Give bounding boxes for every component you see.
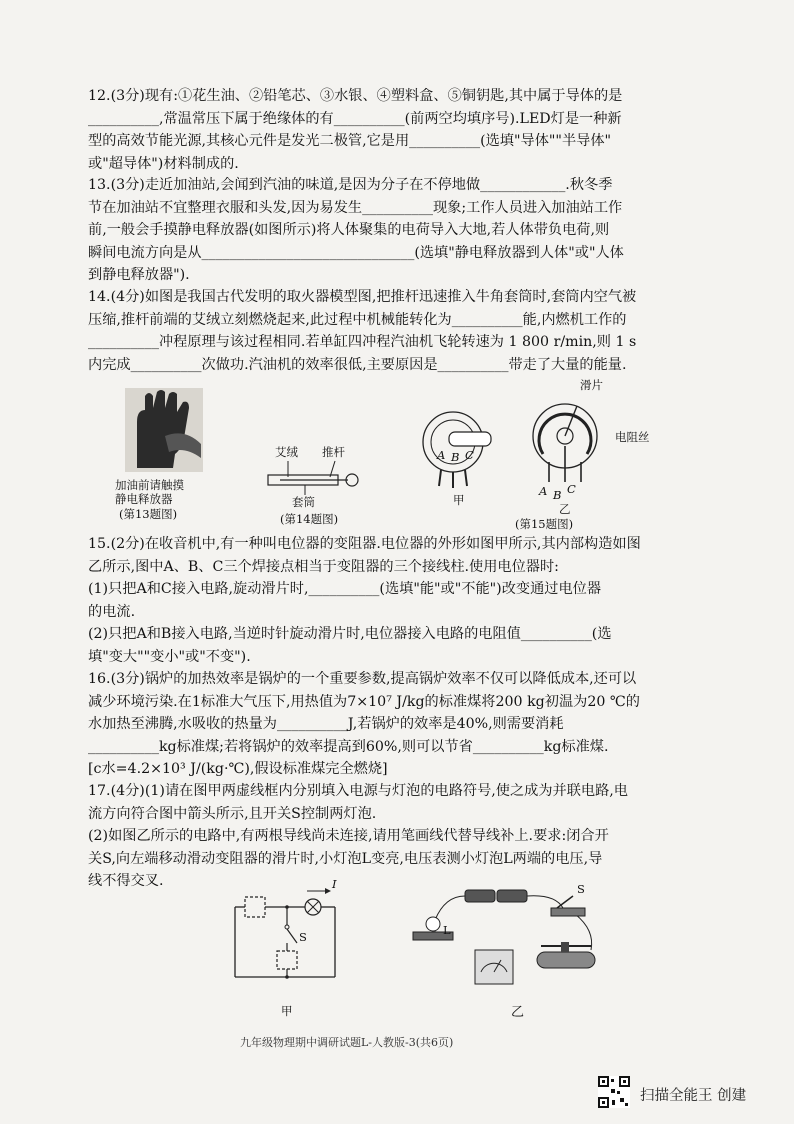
qr-code-icon	[598, 1076, 630, 1112]
fig15-label-a1: A	[437, 448, 446, 462]
q16-line-5: [c水=4.2×10³ J/(kg·℃),假设标准煤完全燃烧]	[88, 761, 388, 777]
question-16	[88, 668, 728, 781]
fig15-label-jia: 甲	[453, 493, 465, 507]
physical-circuit-drawing	[405, 880, 605, 1000]
figure-17-jia	[225, 877, 355, 1025]
q12-line-1: 12.(3分)现有:①花生油、②铅笔芯、③水银、④塑料盒、⑤铜钥匙,其中属于导体的是	[88, 88, 623, 104]
q17-line-4: 关S,向左端移动滑动变阻器的滑片时,小灯泡L变亮,电压表测小灯泡L两端的电压,导	[88, 850, 603, 867]
fig15-label-c1: C	[465, 448, 474, 462]
question-15	[88, 533, 728, 668]
q15-line-2: 乙所示,图中A、B、C三个焊接点相当于变阻器的三个接线柱.使用电位器时:	[88, 558, 559, 575]
fig13-caption-3: (第13题图)	[119, 507, 178, 521]
fig13-caption-2: 静电释放器	[115, 492, 173, 506]
fig17-label-l: L	[443, 923, 451, 937]
question-14	[88, 286, 728, 376]
q14-line-1: 14.(4分)如图是我国古代发明的取火器模型图,把推杆迅速推入牛角套筒时,套筒内空气被	[88, 289, 637, 305]
q14-line-2: 压缩,推杆前端的艾绒立刻燃烧起来,此过程中机械能转化为__________能,内燃机工作的	[88, 311, 627, 328]
q15-line-3: (1)只把A和C接入电路,旋动滑片时,__________(选填"能"或"不能")改变通过电位器	[88, 581, 602, 597]
q17-line-3: (2)如图乙所示的电路中,有两根导线尚未连接,请用笔画线代替导线补上.要求:闭合开	[88, 828, 609, 844]
question-12	[88, 85, 728, 175]
q16-line-1: 16.(3分)锅炉的加热效率是锅炉的一个重要参数,提高锅炉效率不仅可以降低成本,还可以	[88, 671, 637, 687]
figure-13	[115, 388, 235, 528]
q13-line-5: 到静电释放器").	[88, 267, 190, 283]
q12-line-4: 或"超导体")材料制成的.	[88, 155, 239, 172]
figure-17-yi	[405, 880, 605, 1030]
q14-line-3: __________冲程原理与该过程相同.若单缸四冲程汽油机飞轮转速为 1 800 r/min,则 1 s	[88, 334, 637, 350]
q12-line-3: 型的高效节能光源,其核心元件是发光二极管,它是用__________(选填"导体""半导体"	[88, 133, 612, 149]
fig14-label-tuigan: 推杆	[322, 445, 345, 459]
q15-line-5: (2)只把A和B接入电路,当逆时针旋动滑片时,电位器接入电路的电阻值__________(选	[88, 626, 612, 642]
scanner-watermark-text: 扫描全能王 创建	[640, 1088, 747, 1104]
question-13	[88, 174, 728, 287]
q14-line-4: 内完成__________次做功.汽油机的效率很低,主要原因是__________带走了大量的能量.	[88, 356, 627, 373]
q15-line-1: 15.(2分)在收音机中,有一种叫电位器的变阻器.电位器的外形如图甲所示,其内部构造如图	[88, 536, 641, 552]
q16-line-3: 水加热至沸腾,水吸收的热量为__________J,若锅炉的效率是40%,则需要消耗	[88, 716, 564, 732]
fig15-label-dianzusi: 电阻丝	[615, 430, 650, 444]
q16-line-4: __________kg标准煤;若将锅炉的效率提高到60%,则可以节省__________kg标准煤.	[88, 738, 609, 755]
fig15-label-huapian: 滑片	[580, 378, 603, 392]
q13-line-2: 节在加油站不宜整理衣服和头发,因为易发生__________现象;工作人员进入加油站工作	[88, 199, 623, 216]
figure-15	[415, 378, 655, 538]
fig14-label-airong: 艾绒	[275, 445, 298, 459]
fire-piston-diagram	[250, 459, 370, 499]
fig15-caption: (第15题图)	[515, 517, 574, 531]
fig17-label-s: S	[299, 930, 307, 944]
fig17-label-jia: 甲	[281, 1004, 293, 1018]
figure-14	[250, 445, 370, 535]
fig14-caption: (第14题图)	[280, 512, 339, 526]
fig15-label-b2: B	[553, 488, 562, 502]
q13-line-4: 瞬间电流方向是从______________________________(选填"静电释放器到人体"或"人体	[88, 244, 624, 261]
static-discharger-image	[125, 388, 203, 472]
fig15-label-a2: A	[539, 484, 548, 498]
parallel-circuit-diagram	[225, 885, 355, 995]
q15-line-6: 填"变大""变小"或"不变").	[88, 648, 251, 665]
fig14-label-taotong: 套筒	[292, 495, 315, 509]
potentiometer-interior-diagram	[525, 396, 605, 496]
q17-line-2: 流方向符合图中箭头所示,且开关S控制两灯泡.	[88, 805, 377, 822]
fig17-label-yi: 乙	[511, 1005, 525, 1020]
fig15-label-yi: 乙	[559, 502, 571, 516]
page-footer: 九年级物理期中调研试题L-人教版-3(共6页)	[240, 1036, 454, 1049]
q17-line-1: 17.(4分)(1)请在图甲两虚线框内分别填入电源与灯泡的电路符号,使之成为并联电路,电	[88, 783, 628, 799]
q16-line-2: 减少环境污染.在1标准大气压下,用热值为7×10⁷ J/kg的标准煤将200 kg初温为20 ℃的	[88, 693, 640, 710]
q12-line-2: __________,常温常压下属于绝缘体的有__________(前两空均填序号).LED灯是一种新	[88, 110, 622, 127]
fig13-caption-1: 加油前请触摸	[115, 478, 184, 492]
potentiometer-exterior-diagram	[415, 404, 505, 494]
fig15-label-b1: B	[451, 450, 460, 464]
fig17-label-i: I	[332, 877, 337, 891]
question-17	[88, 780, 728, 893]
fig15-label-c2: C	[567, 482, 576, 496]
fig17-label-s2: S	[577, 882, 585, 896]
q13-line-1: 13.(3分)走近加油站,会闻到汽油的味道,是因为分子在不停地做____________.秋冬季	[88, 177, 613, 193]
q17-line-5: 线不得交叉.	[88, 873, 164, 889]
q13-line-3: 前,一般会手摸静电释放器(如图所示)将人体聚集的电荷导入大地,若人体带负电荷,则	[88, 222, 610, 238]
q15-line-4: 的电流.	[88, 603, 136, 620]
